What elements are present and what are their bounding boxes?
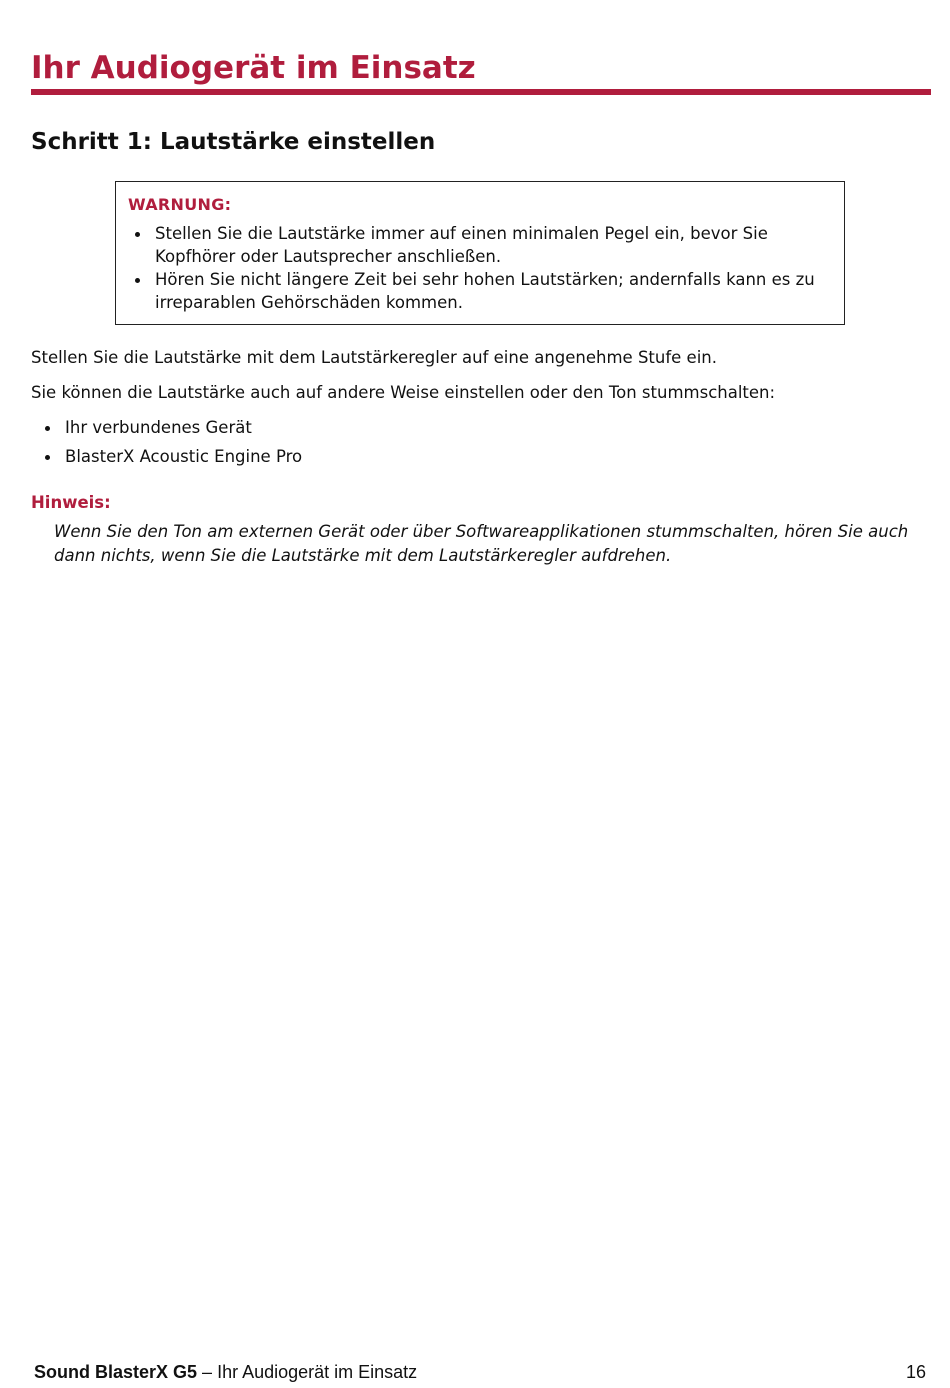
list-item <box>31 445 302 474</box>
warning-item-text: Stellen Sie die Lautstärke immer auf einen minimalen Pegel ein, bevor Sie Kopfhörer oder Lautsprecher anschließen. <box>155 224 768 266</box>
warning-list <box>128 222 828 314</box>
footer-separator: – <box>197 1362 218 1382</box>
list-item-text: Ihr verbundenes Gerät <box>65 418 252 437</box>
warning-item <box>128 222 828 268</box>
bullet-icon <box>45 455 50 460</box>
footer-product-name: Sound BlasterX G5 <box>34 1362 198 1382</box>
warning-item-text: Hören Sie nicht längere Zeit bei sehr hohen Lautstärken; andernfalls kann es zu irreparablen Gehörschäden kommen. <box>155 270 815 312</box>
title-underline-rule <box>31 89 931 95</box>
note-text: Wenn Sie den Ton am externen Gerät oder über Softwareapplikationen stummschalten, hören Sie auch dann nichts, wenn Sie die Lautstärke mit dem Lautstärkeregler aufdrehen. <box>54 522 909 565</box>
bullet-icon <box>135 278 140 283</box>
list-item-text: BlasterX Acoustic Engine Pro <box>65 447 303 466</box>
body-paragraph: Sie können die Lautstärke auch auf andere Weise einstellen oder den Ton stummschalten: <box>31 383 776 402</box>
bullet-icon <box>45 426 50 431</box>
volume-options-list <box>31 416 302 474</box>
warning-box <box>115 181 845 325</box>
page-number: 16 <box>905 1362 926 1382</box>
section-heading: Schritt 1: Lautstärke einstellen <box>31 129 436 155</box>
warning-label: WARNUNG: <box>128 195 232 214</box>
warning-item <box>128 268 828 314</box>
bullet-icon <box>135 232 140 237</box>
body-paragraph: Stellen Sie die Lautstärke mit dem Lautstärkeregler auf eine angenehme Stufe ein. <box>31 348 717 367</box>
footer-title <box>34 1361 417 1383</box>
footer-chapter: Ihr Audiogerät im Einsatz <box>217 1362 418 1382</box>
list-item <box>31 416 302 445</box>
note-label: Hinweis: <box>31 493 111 512</box>
page-title: Ihr Audiogerät im Einsatz <box>31 50 476 86</box>
